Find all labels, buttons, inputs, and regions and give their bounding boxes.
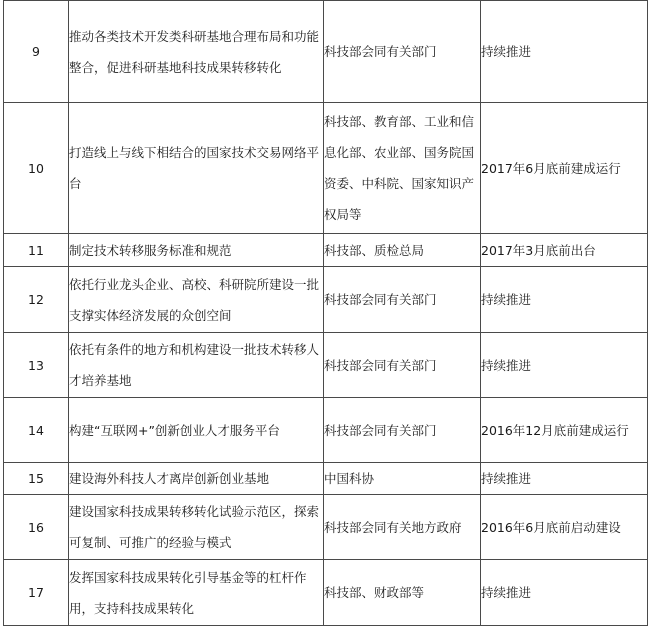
task-description: 制定技术转移服务标准和规范 xyxy=(69,234,324,267)
table-row xyxy=(4,463,648,495)
row-number: 10 xyxy=(4,103,69,234)
time-schedule: 2016年12月底前建成运行 xyxy=(481,398,648,463)
table-row xyxy=(4,560,648,626)
table-row xyxy=(4,398,648,463)
row-number: 14 xyxy=(4,398,69,463)
table-row xyxy=(4,103,648,234)
responsible-department: 科技部会同有关部门 xyxy=(324,398,481,463)
table-row xyxy=(4,234,648,267)
row-number: 17 xyxy=(4,560,69,626)
time-schedule: 持续推进 xyxy=(481,333,648,398)
row-number: 15 xyxy=(4,463,69,495)
task-description: 建设国家科技成果转移转化试验示范区，探索可复制、可推广的经验与模式 xyxy=(69,495,324,560)
responsible-department: 科技部、质检总局 xyxy=(324,234,481,267)
responsible-department: 科技部会同有关部门 xyxy=(324,1,481,103)
responsible-department: 中国科协 xyxy=(324,463,481,495)
row-number: 13 xyxy=(4,333,69,398)
row-number: 12 xyxy=(4,267,69,333)
time-schedule: 持续推进 xyxy=(481,267,648,333)
task-description: 打造线上与线下相结合的国家技术交易网络平台 xyxy=(69,103,324,234)
task-description: 依托有条件的地方和机构建设一批技术转移人才培养基地 xyxy=(69,333,324,398)
task-description: 建设海外科技人才离岸创新创业基地 xyxy=(69,463,324,495)
table-row xyxy=(4,267,648,333)
responsible-department: 科技部会同有关部门 xyxy=(324,333,481,398)
row-number: 16 xyxy=(4,495,69,560)
task-description: 依托行业龙头企业、高校、科研院所建设一批支撑实体经济发展的众创空间 xyxy=(69,267,324,333)
time-schedule: 持续推进 xyxy=(481,560,648,626)
task-description: 发挥国家科技成果转化引导基金等的杠杆作用，支持科技成果转化 xyxy=(69,560,324,626)
table-row xyxy=(4,495,648,560)
responsible-department: 科技部会同有关部门 xyxy=(324,267,481,333)
task-description: 构建“互联网+”创新创业人才服务平台 xyxy=(69,398,324,463)
table-row xyxy=(4,1,648,103)
task-description: 推动各类技术开发类科研基地合理布局和功能整合，促进科研基地科技成果转移转化 xyxy=(69,1,324,103)
row-number: 9 xyxy=(4,1,69,103)
responsible-department: 科技部、教育部、工业和信息化部、农业部、国务院国资委、中科院、国家知识产权局等 xyxy=(324,103,481,234)
responsible-department: 科技部、财政部等 xyxy=(324,560,481,626)
task-table xyxy=(3,0,648,626)
time-schedule: 持续推进 xyxy=(481,1,648,103)
time-schedule: 2016年6月底前启动建设 xyxy=(481,495,648,560)
table-row xyxy=(4,333,648,398)
time-schedule: 2017年3月底前出台 xyxy=(481,234,648,267)
time-schedule: 持续推进 xyxy=(481,463,648,495)
row-number: 11 xyxy=(4,234,69,267)
responsible-department: 科技部会同有关地方政府 xyxy=(324,495,481,560)
time-schedule: 2017年6月底前建成运行 xyxy=(481,103,648,234)
